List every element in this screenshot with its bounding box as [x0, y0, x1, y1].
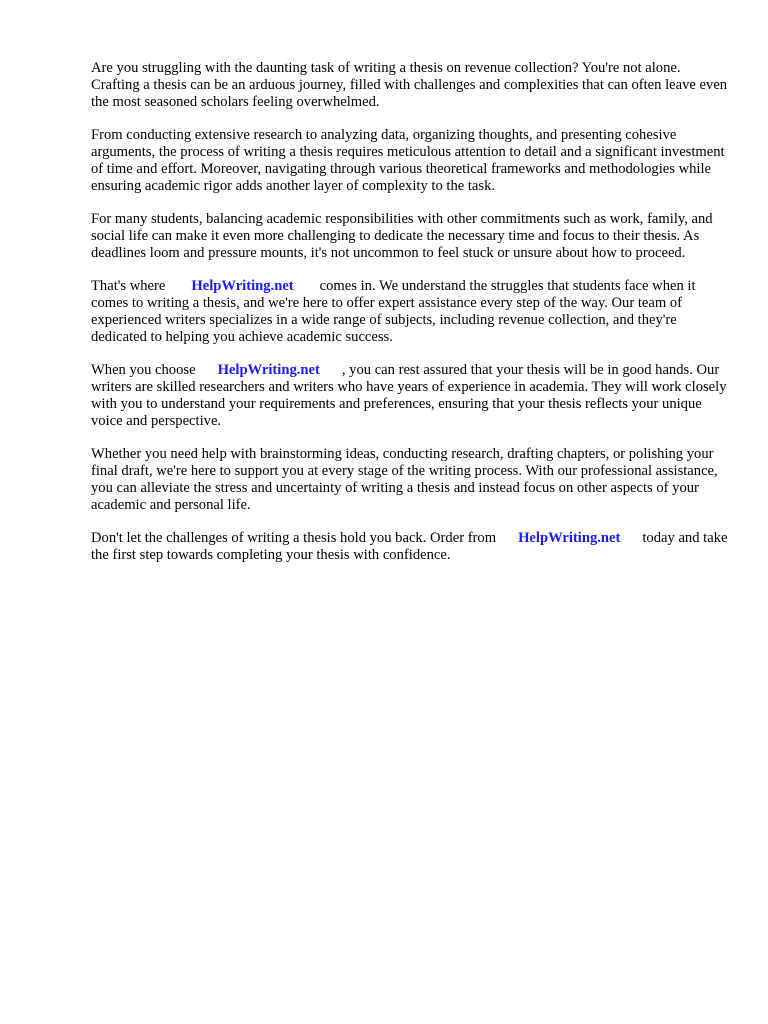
paragraph-support	[91, 446, 731, 514]
paragraph-process	[91, 127, 731, 195]
paragraph-balance-text: For many students, balancing academic responsibilities with other commitments such as work, family, and social life can make it even more challenging to dedicate the necessary time and focus to their thesis. As deadlines loom and pressure mounts, it's not uncommon to feel stuck or unsure about how to proceed.	[91, 211, 713, 261]
paragraph-intro-text: Are you struggling with the daunting task of writing a thesis on revenue collection? You're not alone. Crafting a thesis can be an arduous journey, filled with challenges and complexities that can often leave even the most seasoned scholars feeling overwhelmed.	[91, 60, 728, 110]
helpwriting-link-2[interactable]: HelpWriting.net	[217, 362, 320, 378]
paragraph-order-before: Don't let the challenges of writing a thesis hold you back. Order from	[91, 530, 497, 546]
paragraph-service-intro	[91, 278, 731, 346]
paragraph-service-intro-after: comes in. We understand the struggles that students face when it comes to writing a thesis, and we're here to offer expert assistance every step of the way. Our team of experienced writers specializes in a wide range of subjects, including revenue collection, and they're dedicated to helping you achieve academic success.	[91, 278, 696, 345]
paragraph-choose-after: , you can rest assured that your thesis will be in good hands. Our writers are skilled researchers and writers who have years of experience in academia. They will work closely with you to understand your requirements and preferences, ensuring that your thesis reflects your unique voice and perspective.	[91, 362, 727, 429]
paragraph-support-text: Whether you need help with brainstorming ideas, conducting research, drafting chapters, or polishing your final draft, we're here to support you at every stage of the writing process. With our professional assistance, you can alleviate the stress and uncertainty of writing a thesis and instead focus on other aspects of your academic and personal life.	[91, 446, 718, 513]
paragraph-intro	[91, 60, 731, 111]
paragraph-choose-before: When you choose	[91, 362, 196, 378]
paragraph-choose	[91, 362, 731, 430]
document-page	[91, 60, 731, 580]
helpwriting-link-3[interactable]: HelpWriting.net	[518, 530, 621, 546]
paragraph-balance	[91, 211, 731, 262]
helpwriting-link-1[interactable]: HelpWriting.net	[191, 278, 294, 294]
paragraph-service-intro-before: That's where	[91, 278, 166, 294]
paragraph-order	[91, 530, 731, 564]
paragraph-process-text: From conducting extensive research to analyzing data, organizing thoughts, and presenting cohesive arguments, the process of writing a thesis requires meticulous attention to detail and a significant investment of time and effort. Moreover, navigating through various theoretical frameworks and methodologies while ensuring academic rigor adds another layer of complexity to the task.	[91, 127, 725, 194]
paragraph-order-after: today and take the first step towards completing your thesis with confidence.	[91, 530, 728, 563]
